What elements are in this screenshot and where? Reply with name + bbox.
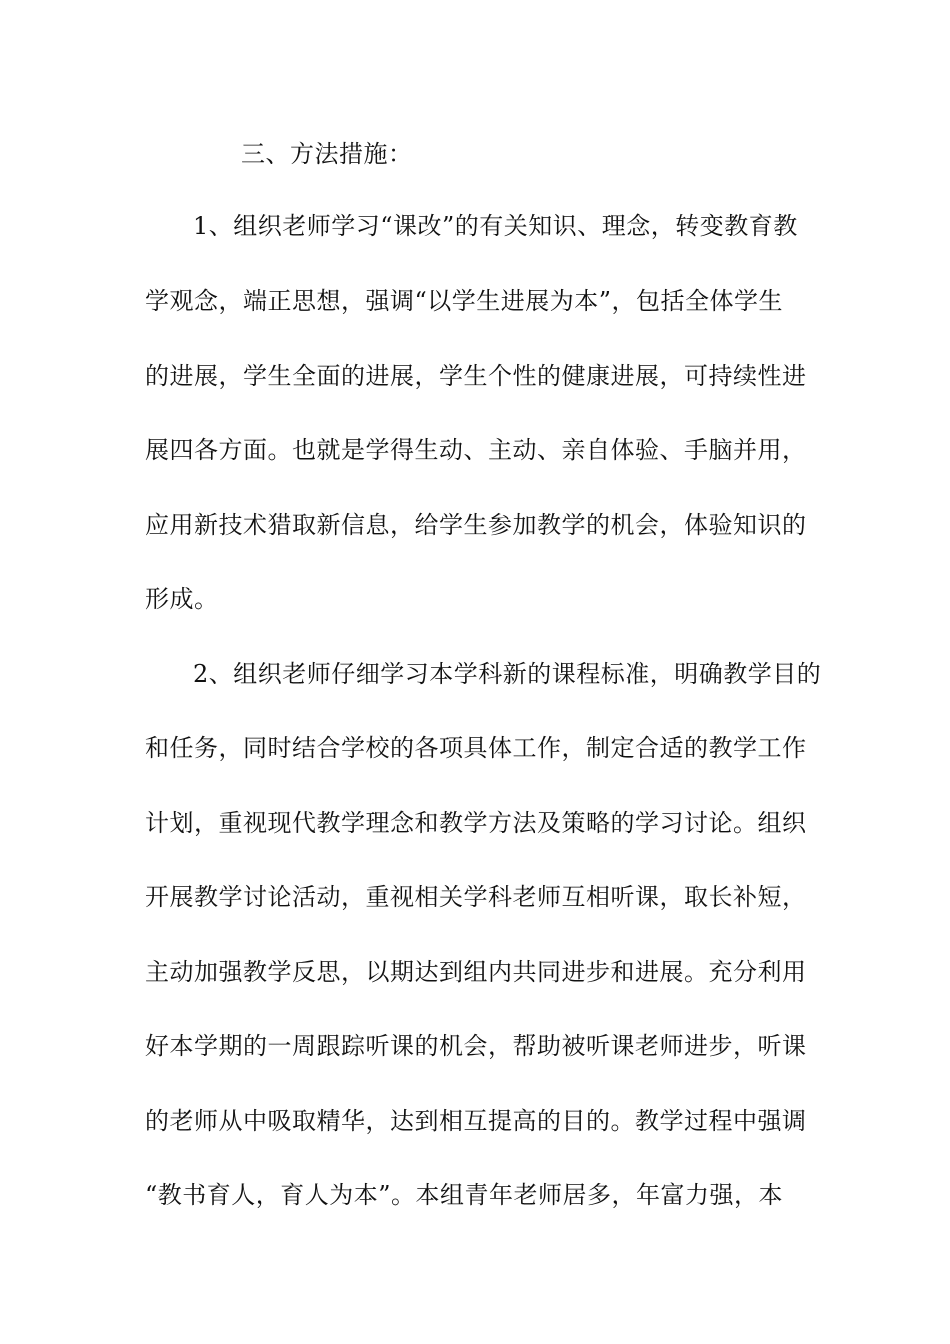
paragraph-2-line-8: “教书育人，育人为本”。本组青年老师居多，年富力强，本 — [145, 1181, 784, 1209]
paragraph-2-line-5: 主动加强教学反思，以期达到组内共同进步和进展。充分利用 — [145, 958, 807, 986]
paragraph-1-line-1: 1、组织老师学习“课改”的有关知识、理念，转变教育教 — [193, 212, 798, 240]
paragraph-2-line-6: 好本学期的一周跟踪听课的机会，帮助被听课老师进步，听课 — [145, 1032, 807, 1060]
paragraph-2-line-2: 和任务，同时结合学校的各项具体工作，制定合适的教学工作 — [145, 734, 807, 762]
paragraph-1-line-3: 的进展，学生全面的进展，学生个性的健康进展，可持续性进 — [145, 362, 807, 390]
section-heading: 三、方法措施： — [241, 140, 413, 168]
paragraph-2-line-3: 计划，重视现代教学理念和教学方法及策略的学习讨论。组织 — [145, 809, 807, 837]
paragraph-2-line-7: 的老师从中吸取精华，达到相互提高的目的。教学过程中强调 — [145, 1107, 807, 1135]
paragraph-2-line-4: 开展教学讨论活动，重视相关学科老师互相听课，取长补短， — [145, 883, 807, 911]
paragraph-1-line-5: 应用新技术猎取新信息，给学生参加教学的机会，体验知识的 — [145, 511, 807, 539]
paragraph-1-line-6: 形成。 — [145, 585, 219, 613]
paragraph-1-line-4: 展四各方面。也就是学得生动、主动、亲自体验、手脑并用， — [145, 436, 807, 464]
paragraph-2-line-1: 2、组织老师仔细学习本学科新的课程标准，明确教学目的 — [193, 660, 822, 688]
paragraph-1-line-2: 学观念，端正思想，强调“以学生进展为本”，包括全体学生 — [145, 287, 784, 315]
